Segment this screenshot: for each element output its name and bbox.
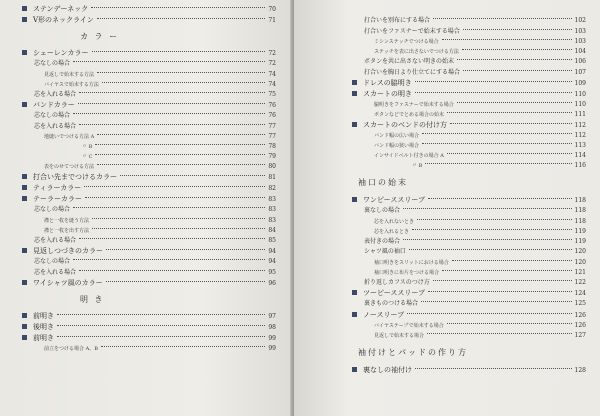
section-heading-collar: カ ラ ー [80, 32, 120, 41]
toc-entry-page-number: 120 [574, 248, 586, 255]
dot-leader [417, 219, 572, 220]
toc-entry-title: 〃 C [82, 154, 93, 160]
toc-entry-title: V形のネックライン [33, 16, 94, 24]
toc-entry-page-number: 85 [268, 236, 276, 244]
collar-list [22, 48, 276, 289]
toc-entry [352, 206, 586, 217]
toc-entry-page-number: 75 [268, 90, 276, 98]
toc-entry-title: スカートのベンドの付け方 [363, 121, 447, 129]
square-bullet-icon [22, 324, 27, 329]
toc-entry-page-number: 102 [574, 17, 586, 24]
dot-leader [457, 102, 572, 103]
toc-entry-page-number: 111 [574, 111, 586, 118]
dot-leader [73, 61, 265, 62]
dot-leader [447, 323, 572, 324]
dot-leader [428, 291, 572, 292]
toc-entry-title: 脇明きをファスナーで始末する場合 [374, 102, 454, 108]
dot-leader [433, 18, 572, 19]
toc-entry-page-number: 76 [268, 102, 276, 109]
dot-leader [415, 81, 572, 82]
toc-entry-page-number: 96 [268, 280, 276, 287]
toc-entry-title: ステンデーネック [33, 5, 89, 13]
dot-leader [447, 112, 572, 113]
dot-leader [57, 314, 265, 315]
toc-entry [352, 247, 586, 258]
toc-entry-title: ボタンなどでとめる場合の始末 [374, 112, 445, 118]
toc-entry-page-number: 110 [574, 91, 586, 98]
dot-leader [442, 270, 572, 271]
toc-entry-page-number: 126 [574, 321, 586, 329]
toc-entry [352, 57, 586, 68]
dot-leader [409, 249, 572, 250]
toc-entry-page-number: 104 [574, 48, 586, 55]
toc-entry-page-number: 72 [268, 50, 276, 57]
toc-entry [22, 162, 276, 172]
toc-entry-page-number: 94 [268, 258, 276, 265]
toc-entry-title: 打合い先までつけるカラー [33, 173, 117, 181]
toc-entry [22, 122, 276, 133]
toc-entry-page-number: 74 [268, 80, 276, 88]
toc-entry-page-number: 74 [268, 70, 276, 78]
toc-entry-title: 打合いを別布にする場合 [364, 17, 431, 24]
dot-leader [407, 313, 571, 314]
square-bullet-icon [352, 367, 357, 372]
square-bullet-icon [22, 280, 27, 285]
toc-entry [22, 236, 276, 247]
toc-entry-title: バイヤステープで始末する場合 [374, 322, 444, 329]
section-heading-cuff: 袖口の始末 [358, 178, 408, 187]
left-page [0, 0, 292, 416]
toc-entry-page-number: 99 [268, 345, 276, 352]
toc-entry-page-number: 122 [574, 278, 586, 286]
toc-entry [352, 258, 586, 268]
toc-entry-page-number: 72 [268, 60, 276, 67]
square-bullet-icon [352, 80, 357, 85]
toc-entry-page-number: 114 [574, 152, 586, 159]
toc-entry-page-number: 107 [574, 68, 586, 76]
dot-leader [97, 164, 265, 165]
sleeve-list [352, 195, 586, 341]
toc-entry-page-number: 116 [574, 162, 586, 169]
toc-entry-page-number: 113 [574, 142, 586, 149]
toc-entry-page-number: 80 [268, 163, 276, 170]
dot-leader [84, 186, 265, 187]
toc-entry-page-number: 97 [268, 313, 276, 320]
dot-leader [95, 154, 265, 155]
toc-entry [22, 111, 276, 122]
toc-entry-title: 襟と一枚を出す方法 [44, 227, 90, 234]
square-bullet-icon [22, 102, 27, 107]
section-heading-opening: 明 き [80, 295, 105, 304]
toc-entry [22, 183, 276, 194]
toc-entry-title: ステッチを表に出さないでつける方法 [374, 49, 459, 55]
dot-leader [450, 123, 572, 124]
toc-entry-title: 芯を入れる場合 [34, 236, 77, 244]
toc-entry-page-number: 94 [268, 248, 276, 255]
toc-entry-title: インサイドベルト付きの場合 A [374, 153, 444, 159]
dot-leader [92, 228, 265, 229]
square-bullet-icon [352, 91, 357, 96]
square-bullet-icon [352, 290, 357, 295]
toc-entry-title: 芯を入れる場合 [34, 122, 77, 130]
left-top-list [22, 4, 276, 26]
toc-entry [22, 322, 276, 333]
dot-leader [92, 51, 266, 52]
dot-leader [106, 249, 265, 250]
toc-entry-title: 芯なしの場合 [34, 206, 71, 213]
toc-entry-page-number: 118 [574, 207, 586, 214]
toc-entry-title: 袖口明きをスリットにおける場合 [374, 259, 449, 266]
toc-entry-page-number: 118 [574, 217, 586, 225]
dot-leader [78, 103, 266, 104]
toc-entry-title: 袖口明きに布片をつける場合 [374, 269, 440, 276]
toc-entry-title: 地縫いでつける方法 A [44, 134, 95, 140]
toc-entry-title: 裏なしの場合 [364, 207, 401, 214]
square-bullet-icon [22, 335, 27, 340]
dot-leader [421, 301, 572, 302]
dot-leader [422, 133, 572, 134]
toc-entry-page-number: 106 [574, 58, 586, 65]
toc-entry-title: 襟と一枚を縫う方法 [44, 217, 90, 224]
dot-leader [97, 18, 266, 19]
toc-entry-title: バイヤスで始末する方法 [44, 81, 99, 88]
toc-entry [22, 15, 276, 26]
toc-entry [22, 205, 276, 216]
square-bullet-icon [22, 248, 27, 253]
dot-leader [97, 134, 265, 135]
right-page [294, 0, 600, 416]
toc-entry [22, 311, 276, 322]
dot-leader [463, 70, 572, 71]
right-top-list [352, 16, 586, 171]
toc-entry [352, 299, 586, 310]
dot-leader [73, 113, 265, 114]
toc-entry [352, 161, 586, 171]
dot-leader [427, 333, 572, 334]
toc-entry-title: 打合いをファスナーで始末する場合 [364, 27, 460, 35]
dot-leader [463, 29, 572, 30]
dot-leader [433, 280, 572, 281]
toc-entry-page-number: 83 [268, 196, 276, 203]
square-bullet-icon [22, 196, 27, 201]
toc-entry-title: 芯なしの場合 [34, 112, 71, 119]
dot-leader [73, 259, 265, 260]
toc-entry [22, 194, 276, 205]
toc-entry [22, 70, 276, 80]
toc-entry-title: テーラーカラー [33, 195, 82, 203]
toc-entry-page-number: 127 [574, 331, 586, 339]
dot-leader [442, 39, 572, 40]
toc-entry-page-number: 125 [574, 300, 586, 307]
dot-leader [452, 260, 572, 261]
dot-leader [91, 7, 265, 8]
toc-entry-title: ツーピーススリーブ [363, 289, 426, 297]
dot-leader [447, 153, 572, 154]
toc-entry [352, 331, 586, 341]
toc-entry-page-number: 83 [268, 216, 276, 224]
toc-entry-page-number: 71 [268, 17, 276, 24]
dot-leader [101, 346, 265, 347]
toc-entry-page-number: 79 [268, 153, 276, 160]
toc-entry-page-number: 109 [574, 80, 586, 87]
toc-entry-title: ドレスの脇明き [363, 79, 412, 87]
toc-entry-title: ノースリーブ [363, 310, 405, 319]
toc-entry-title: バンドカラー [33, 101, 75, 109]
toc-entry-title: 〃 B [412, 163, 423, 169]
toc-entry-title: 芯なしの場合 [34, 258, 71, 265]
toc-entry [352, 37, 586, 47]
toc-entry-title: 芯を入れないとき [374, 218, 415, 225]
toc-entry-page-number: 119 [574, 237, 586, 245]
dot-leader [120, 175, 265, 176]
toc-entry [352, 110, 586, 120]
toc-entry-page-number: 82 [268, 185, 276, 192]
square-bullet-icon [22, 185, 27, 190]
toc-entry-title: ティラーカラー [33, 184, 82, 192]
square-bullet-icon [22, 50, 27, 55]
toc-entry [352, 278, 586, 289]
toc-entry [352, 365, 586, 376]
opening-list [22, 311, 276, 354]
toc-entry-title: 裏きものつける場合 [364, 300, 419, 307]
toc-entry-page-number: 120 [574, 258, 586, 266]
toc-entry-title: 表をのせてつける方法 [44, 164, 95, 170]
toc-entry-title: シャツ風の袖口 [364, 248, 406, 255]
toc-entry-page-number: 112 [574, 122, 586, 129]
dot-leader [425, 163, 571, 164]
toc-entry [22, 216, 276, 226]
toc-entry [352, 237, 586, 248]
toc-entry-title: バンド幅の広い場合 [374, 133, 420, 139]
toc-entry-page-number: 128 [574, 366, 586, 374]
square-bullet-icon [22, 174, 27, 179]
toc-entry-page-number: 103 [574, 27, 586, 35]
toc-entry [22, 278, 276, 289]
toc-entry [22, 172, 276, 183]
dot-leader [95, 144, 265, 145]
toc-entry-title: 前明き [33, 312, 54, 320]
toc-entry [22, 4, 276, 15]
toc-entry [352, 89, 586, 100]
dot-leader [102, 82, 265, 83]
toc-entry [22, 90, 276, 101]
toc-entry-title: 見返しで始末する方法 [44, 71, 95, 78]
toc-entry [352, 217, 586, 227]
dot-leader [97, 72, 265, 73]
toc-entry-page-number: 81 [268, 174, 276, 181]
toc-entry-title: ワンピーススリーブ [363, 196, 426, 204]
square-bullet-icon [352, 197, 357, 202]
toc-entry-title: ボタンを共に出さない明きの始末 [364, 58, 455, 65]
dot-leader [412, 229, 572, 230]
toc-entry [22, 80, 276, 90]
toc-entry-title: 見返しで始末する場合 [374, 332, 425, 339]
dot-leader [79, 270, 265, 271]
square-bullet-icon [22, 17, 27, 22]
toc-entry-title: バンド幅の狭い場合 [374, 143, 420, 149]
toc-entry [352, 100, 586, 110]
toc-entry [22, 333, 276, 344]
square-bullet-icon [352, 122, 357, 127]
toc-entry [22, 268, 276, 279]
toc-entry [352, 120, 586, 131]
square-bullet-icon [22, 6, 27, 11]
toc-entry [352, 27, 586, 38]
pad-list [352, 365, 586, 376]
toc-entry [22, 142, 276, 152]
toc-entry [22, 100, 276, 111]
toc-entry-page-number: 103 [574, 38, 586, 45]
dot-leader [415, 92, 572, 93]
toc-entry [352, 310, 586, 321]
toc-entry-title: 芯なしの場合 [34, 60, 71, 67]
dot-leader [462, 49, 572, 50]
toc-entry [352, 321, 586, 331]
toc-entry-title: 前明き [33, 334, 54, 342]
toc-entry-title: 芯を入れるとき [374, 228, 410, 235]
square-bullet-icon [22, 313, 27, 318]
toc-entry-page-number: 77 [268, 122, 276, 130]
dot-leader [57, 336, 265, 337]
toc-entry-title: ミシンステッチでつける場合 [374, 39, 439, 45]
toc-entry [352, 68, 586, 79]
section-heading-sleeve-pad: 袖付けとパッドの作り方 [358, 347, 468, 357]
toc-entry [352, 227, 586, 237]
toc-entry [352, 141, 586, 151]
dot-leader [85, 197, 265, 198]
toc-entry-page-number: 76 [268, 112, 276, 119]
dot-leader [92, 218, 265, 219]
toc-entry-title: 打合いを胸日より仕立てにする場合 [364, 68, 461, 76]
dot-leader [79, 92, 265, 93]
toc-entry-page-number: 110 [574, 101, 586, 108]
dot-leader [79, 124, 265, 125]
toc-entry [352, 288, 586, 299]
toc-entry-title: 表付きの場合 [364, 237, 401, 245]
toc-entry [22, 59, 276, 70]
toc-entry-title: 見返しつづきのカラー [33, 247, 103, 255]
dot-leader [422, 143, 572, 144]
toc-entry-title: 芯を入れる場合 [34, 268, 77, 276]
dot-leader [415, 368, 572, 369]
dot-leader [403, 208, 572, 209]
dot-leader [57, 325, 265, 326]
toc-entry-title: 芯を入れる場合 [34, 90, 77, 98]
toc-entry [22, 344, 276, 354]
toc-entry [22, 226, 276, 236]
toc-entry [22, 48, 276, 59]
dot-leader [79, 238, 265, 239]
toc-entry-title: 裏なしの袖付け [363, 365, 412, 374]
toc-entry [352, 47, 586, 57]
toc-entry-page-number: 112 [574, 132, 586, 139]
dot-leader [73, 207, 265, 208]
toc-entry [352, 16, 586, 27]
toc-entry [352, 195, 586, 206]
toc-entry-page-number: 126 [574, 311, 586, 319]
toc-entry [22, 246, 276, 257]
dot-leader [403, 239, 572, 240]
toc-entry-title: 折り返しカフスのつけ方 [364, 278, 430, 286]
toc-entry-page-number: 77 [268, 133, 276, 140]
toc-entry-page-number: 78 [268, 143, 276, 150]
dot-leader [106, 281, 266, 282]
dot-leader [457, 59, 572, 60]
toc-entry-title: シェーレンカラー [33, 49, 89, 57]
toc-entry [22, 132, 276, 142]
toc-entry-title: 〃 B [82, 144, 93, 150]
dot-leader [428, 198, 572, 199]
toc-entry [352, 268, 586, 278]
toc-entry [352, 78, 586, 89]
square-bullet-icon [352, 312, 357, 317]
toc-entry-title: 後明き [33, 323, 54, 331]
toc-entry-page-number: 118 [574, 197, 586, 204]
toc-entry-page-number: 84 [268, 226, 276, 234]
toc-entry-page-number: 121 [574, 268, 586, 276]
toc-entry [352, 151, 586, 161]
toc-entry-page-number: 83 [268, 206, 276, 213]
toc-entry-title: スカートの明き [363, 90, 412, 98]
toc-entry-page-number: 70 [268, 6, 276, 13]
toc-entry-title: ワイシャツ風のカラー [33, 279, 103, 287]
toc-entry [352, 131, 586, 141]
toc-entry-page-number: 99 [268, 335, 276, 342]
toc-entry [22, 257, 276, 268]
toc-entry-title: 前立をつける場合 A、B [44, 346, 98, 352]
toc-entry-page-number: 95 [268, 268, 276, 276]
toc-entry-page-number: 119 [574, 227, 586, 235]
toc-entry-page-number: 124 [574, 290, 586, 297]
toc-entry-page-number: 98 [268, 324, 276, 331]
toc-entry [22, 152, 276, 162]
